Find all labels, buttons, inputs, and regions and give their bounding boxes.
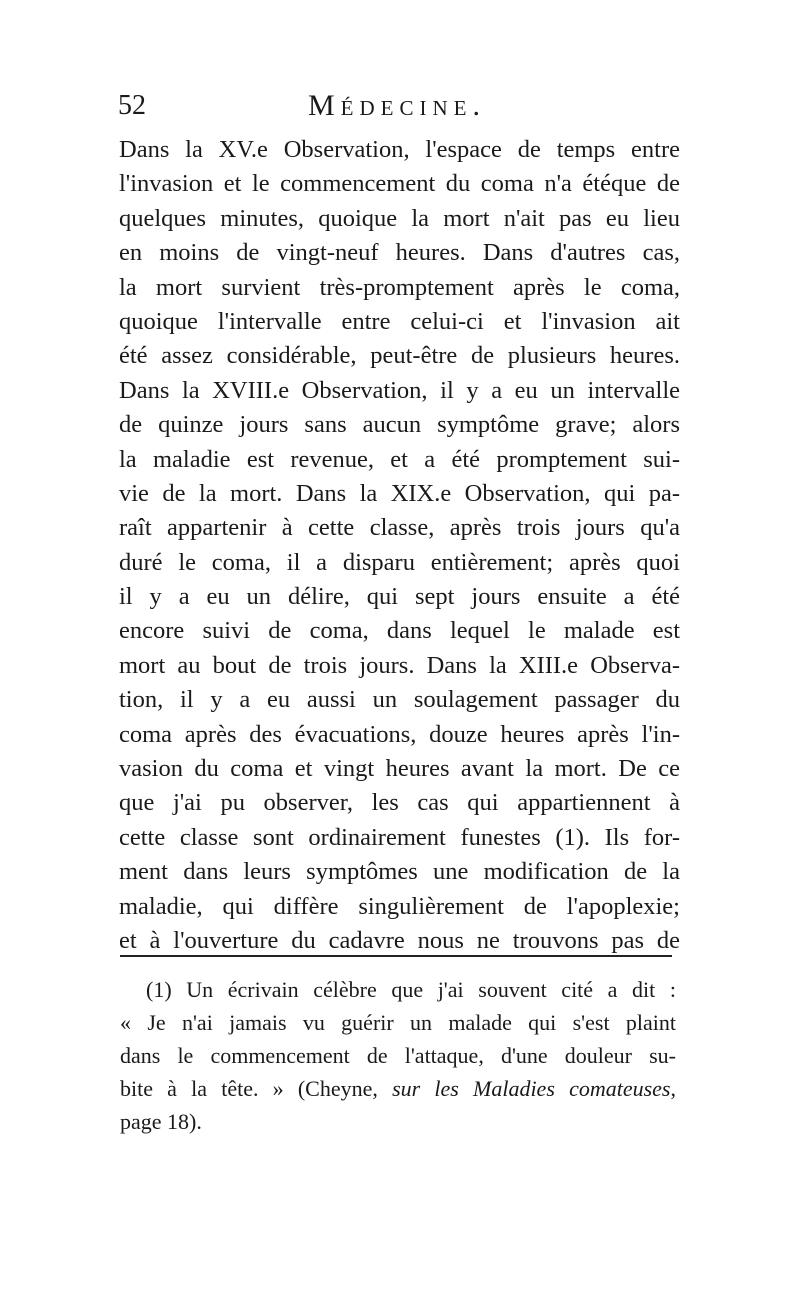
text-line: tion, il y a eu aussi un soulagement passager du bbox=[119, 686, 680, 714]
cited-work-title: sur les Maladies comateuses bbox=[392, 1076, 671, 1101]
text-line: et à l'ouverture du cadavre nous ne trouvons pas de bbox=[119, 926, 680, 954]
text-line: cette classe sont ordinairement funestes (1). Ils for- bbox=[119, 823, 680, 851]
footnote-line: dans le commencement de l'attaque, d'une douleur su- bbox=[120, 1043, 676, 1068]
running-title: Médecine. bbox=[308, 89, 486, 122]
text-line: encore suivi de coma, dans lequel le malade est bbox=[119, 617, 680, 645]
text-line: vasion du coma et vingt heures avant la mort. De ce bbox=[119, 755, 680, 783]
text-line: que j'ai pu observer, les cas qui appartiennent à bbox=[119, 789, 680, 817]
text-line: l'invasion et le commencement du coma n'a étéque de bbox=[119, 170, 680, 198]
footnote-line: « Je n'ai jamais vu guérir un malade qui s'est plaint bbox=[120, 1010, 676, 1035]
text-line: coma après des évacuations, douze heures après l'in- bbox=[119, 720, 680, 748]
text-line: maladie, qui diffère singulièrement de l'apoplexie; bbox=[119, 892, 680, 920]
body-text bbox=[119, 133, 680, 958]
text-line: raît appartenir à cette classe, après trois jours qu'a bbox=[119, 514, 680, 542]
footnote-text: bite à la tête. » (Cheyne, bbox=[120, 1076, 393, 1101]
footnote bbox=[120, 973, 676, 1138]
footnote-line: page 18). bbox=[120, 1109, 202, 1134]
text-line: duré le coma, il a disparu entièrement; après quoi bbox=[119, 548, 680, 576]
text-line: vie de la mort. Dans la XIX.e Observation, qui pa- bbox=[119, 479, 680, 507]
text-line: la maladie est revenue, et a été promptement sui- bbox=[119, 445, 680, 473]
text-line: quoique l'intervalle entre celui-ci et l'invasion ait bbox=[119, 307, 680, 335]
text-line: il y a eu un délire, qui sept jours ensuite a été bbox=[119, 583, 680, 611]
footnote-line: (1) Un écrivain célèbre que j'ai souvent cité a dit : bbox=[146, 977, 676, 1002]
footnote-line-citation bbox=[120, 1072, 676, 1105]
text-line: été assez considérable, peut-être de plusieurs heures. bbox=[119, 342, 680, 370]
text-line: de quinze jours sans aucun symptôme grave; alors bbox=[119, 411, 680, 439]
text-line: ment dans leurs symptômes une modification de la bbox=[119, 858, 680, 886]
text-line: Dans la XV.e Observation, l'espace de temps entre bbox=[119, 136, 680, 163]
running-head bbox=[118, 88, 678, 124]
text-line: quelques minutes, quoique la mort n'ait pas eu lieu bbox=[119, 204, 680, 232]
footnote-rule bbox=[120, 955, 672, 957]
text-line: en moins de vingt-neuf heures. Dans d'autres cas, bbox=[119, 239, 680, 267]
text-line: Dans la XVIII.e Observation, il y a eu un intervalle bbox=[119, 376, 680, 404]
text-line: la mort survient très-promptement après le coma, bbox=[119, 273, 680, 301]
page-number: 52 bbox=[118, 90, 146, 121]
text-line: mort au bout de trois jours. Dans la XIII.e Observa- bbox=[119, 651, 680, 679]
footnote-text: , bbox=[670, 1076, 676, 1101]
